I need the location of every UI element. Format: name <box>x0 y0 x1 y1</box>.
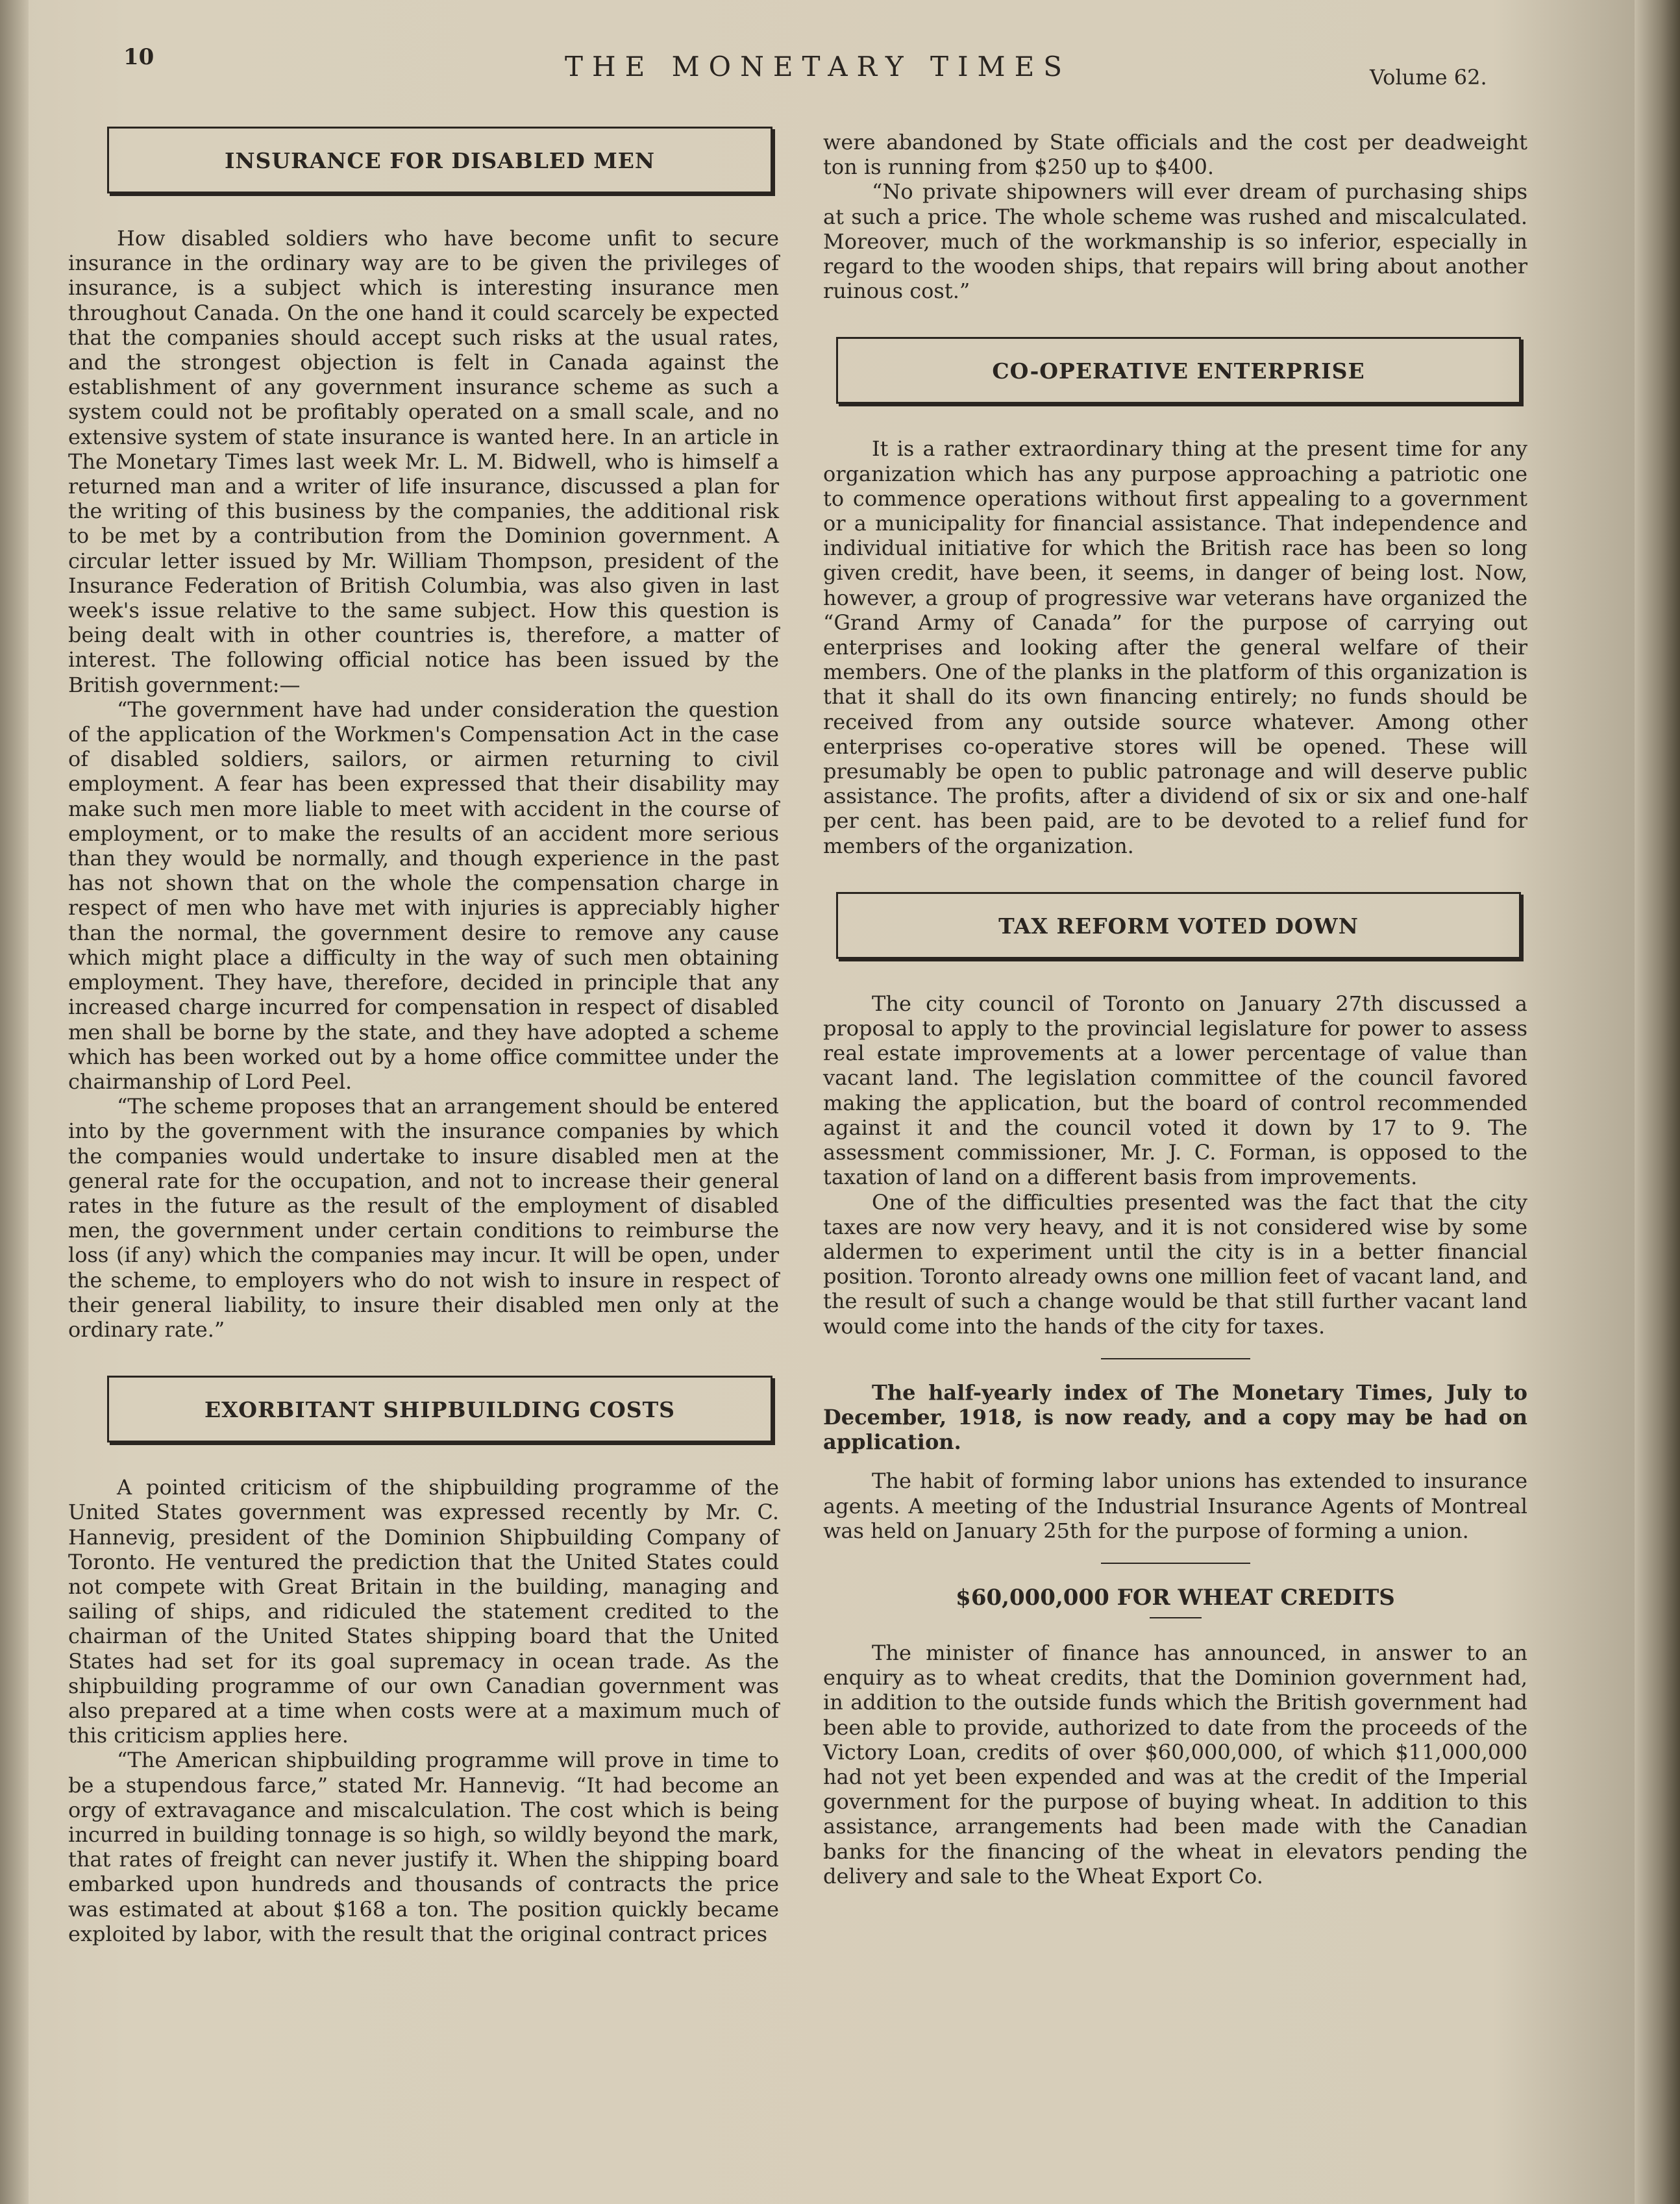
masthead: THE MONETARY TIMES <box>565 51 1071 82</box>
article-title: $60,000,000 FOR WHEAT CREDITS <box>956 1584 1395 1611</box>
paragraph: A pointed criticism of the shipbuilding programme of the United States government was expressed recently by Mr. C. Hannevig, president of the Dominion Shipbuilding Company of Toronto. He ventured the prediction that the United States could not compete with Great Britain in the building, managing and sailing of ships, and ridiculed the statement credited to the chairman of the United States shipping board that the United States had set for its goal supremacy in ocean trade. As the shipbuilding programme of our own Canadian government was also prepared at a time when costs were at a maximum much of this criticism applies here. <box>68 1475 779 1748</box>
paragraph: were abandoned by State officials and the cost per deadweight ton is running from $250 up to $400. <box>823 130 1527 180</box>
paragraph: How disabled soldiers who have become unfit to secure insurance in the ordinary way are to be given the privileges of insurance, is a subject which is interesting insurance men throughout Canada. On the one hand it could scarcely be expected that the companies should accept such risks at the usual rates, and the strongest objection is felt in Canada against the establishment of any government insurance scheme as such a system could not be profitably operated on a small scale, and no extensive system of state insurance is wanted here. In an article in The Monetary Times last week Mr. L. M. Bidwell, who is himself a returned man and a writer of life insurance, discussed a plan for the writing of this business by the companies, the additional risk to be met by a contribution from the Dominion government. A circular letter issued by Mr. William Thompson, president of the Insurance Federation of British Columbia, was also given in last week's issue relative to the same subject. How this question is being dealt with in other countries is, therefore, a matter of interest. The following official notice has been issued by the British government:— <box>68 226 779 697</box>
paragraph: The habit of forming labor unions has extended to insurance agents. A meeting of the Industrial Insurance Agents of Montreal was held on January 25th for the purpose of forming a union. <box>823 1468 1527 1543</box>
paragraph: The minister of finance has announced, in answer to an enquiry as to wheat credits, that the Dominion government had, in addition to the outside funds which the British government had been able to provide, authorized to date from the proceeds of the Victory Loan, credits of over $60,000,000, of which $11,000,000 had not yet been expended and was at the credit of the Imperial government for the purpose of buying wheat. In addition to this assistance, arrangements had been made with the Canadian banks for the financing of the wheat in elevators pending the delivery and sale to the Wheat Export Co. <box>823 1640 1527 1888</box>
article-shipbuilding-continued <box>823 130 1527 303</box>
left-column <box>68 127 779 1946</box>
paragraph: “The government have had under consideration the question of the application of the Workmen's Compensation Act in the case of disabled soldiers, sailors, or airmen returning to civil employment. A fear has been expressed that their disability may make such men more liable to meet with accident in the course of employment, or to make the results of an accident more serious than they would be normally, and though experience in the past has not shown that on the whole the compensation charge in respect of men who have met with injuries is appreciably higher than the normal, the government desire to remove any cause which might place a difficulty in the way of such men obtaining employment. They have, therefore, decided in principle that any increased charge incurred for compensation in respect of disabled men shall be borne by the state, and they have adopted a scheme which has been worked out by a home office committee under the chairmanship of Lord Peel. <box>68 697 779 1094</box>
page-binding-shadow <box>0 0 29 2204</box>
article-title: EXORBITANT SHIPBUILDING COSTS <box>107 1376 772 1443</box>
article-title: INSURANCE FOR DISABLED MEN <box>107 127 772 193</box>
divider <box>1150 1617 1202 1618</box>
paragraph: “The American shipbuilding programme will prove in time to be a stupendous farce,” stated Mr. Hannevig. “It had become an orgy of extravagance and miscalculation. The cost which is being incurred in building tonnage is so high, so wildly beyond the mark, that rates of freight can never justify it. When the shipping board embarked upon hundreds and thousands of contracts the price was estimated at about $168 a ton. The position quickly became exploited by labor, with the result that the original contract prices <box>68 1748 779 1946</box>
index-notice: The half-yearly index of The Monetary Times, July to December, 1918, is now ready, and a copy may be had on application. <box>823 1380 1527 1455</box>
divider <box>1101 1563 1250 1564</box>
article-wheat-credits <box>823 1585 1527 1888</box>
article-shipbuilding <box>68 1376 779 1946</box>
paragraph: “The scheme proposes that an arrangement should be entered into by the government with the insurance companies by which the companies would undertake to insure disabled men at the general rate for the occupation, and not to increase their general rates in the future as the result of the employment of disabled men, the government under certain conditions to reimburse the loss (if any) which the companies may incur. It will be open, under the scheme, to employers who do not wish to insure in respect of their general liability, to insure their disabled men only at the ordinary rate.” <box>68 1094 779 1342</box>
paragraph: One of the difficulties presented was the fact that the city taxes are now very heavy, and it is not considered wise by some aldermen to experiment until the city is in a better financial position. Toronto already owns one million feet of vacant land, and the result of such a change would be that still further vacant land would come into the hands of the city for taxes. <box>823 1189 1527 1339</box>
article-title: CO-OPERATIVE ENTERPRISE <box>836 337 1521 404</box>
article-cooperative <box>823 337 1527 858</box>
article-tax-reform <box>823 892 1527 1339</box>
paragraph: It is a rather extraordinary thing at the present time for any organization which has any purpose approaching a patriotic one to commence operations without first appealing to a government or a municipality for financial assistance. That independence and individual initiative for which the British race has been so long given credit, have been, it seems, in danger of being lost. Now, however, a group of progressive war veterans have organized the “Grand Army of Canada” for the purpose of carrying out enterprises and looking after the general welfare of their members. One of the planks in the platform of this organization is that it shall do its own financing entirely; no funds should be received from any outside source whatever. Among other enterprises co-operative stores will be opened. These will presumably be open to public patronage and will deserve public assistance. The profits, after a dividend of six or six and one-half per cent. has been paid, are to be devoted to a relief fund for members of the organization. <box>823 436 1527 858</box>
page-edge-shadow <box>1635 0 1680 2204</box>
article-insurance <box>68 127 779 1342</box>
divider <box>1101 1358 1250 1359</box>
paragraph: The city council of Toronto on January 27th discussed a proposal to apply to the provincial legislature for power to assess real estate improvements at a lower percentage of value than vacant land. The legislation committee of the council favored making the application, but the board of control recommended against it and the council voted it down by 17 to 9. The assessment commissioner, Mr. J. C. Forman, is opposed to the taxation of land on a different basis from improvements. <box>823 991 1527 1190</box>
volume-label: Volume 62. <box>1370 65 1487 90</box>
right-column <box>823 130 1527 1888</box>
article-title: TAX REFORM VOTED DOWN <box>836 892 1521 959</box>
paragraph: “No private shipowners will ever dream of purchasing ships at such a price. The whole scheme was rushed and miscalculated. Moreover, much of the workmanship is so inferior, especially in regard to the wooden ships, that repairs will bring about another ruinous cost.” <box>823 179 1527 304</box>
page-header <box>123 44 1506 90</box>
page-number: 10 <box>123 44 154 70</box>
